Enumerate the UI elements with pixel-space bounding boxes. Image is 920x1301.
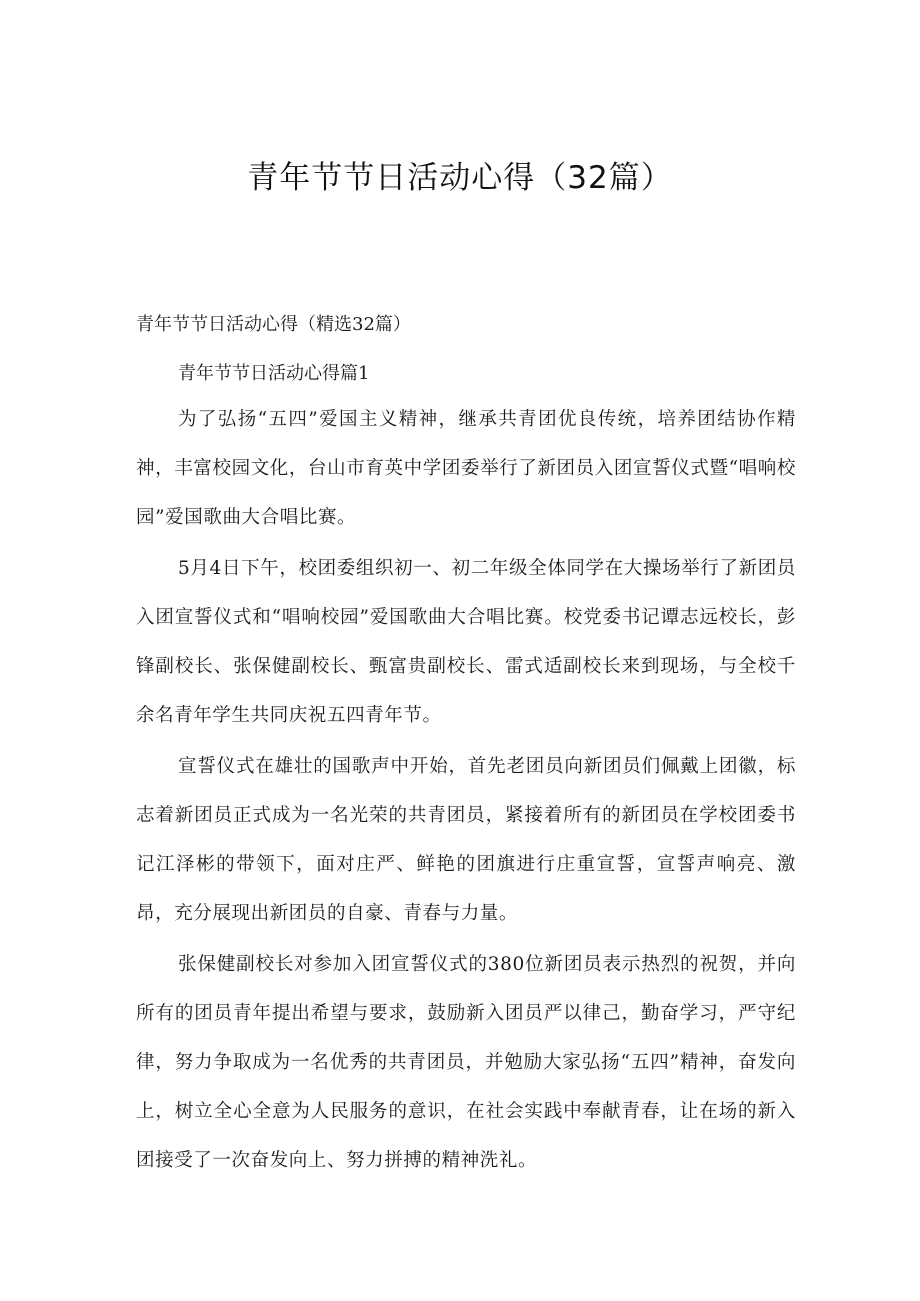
document-title: 青年节节日活动心得（32篇） xyxy=(247,160,673,196)
body-paragraph: 为了弘扬“五四”爱国主义精神，继承共青团优良传统，培养团结协作精神，丰富校园文化，台山市育英中学团委举行了新团员入团宣誓仪式暨“唱响校园”爱国歌曲大合唱比赛。 xyxy=(136,409,796,528)
body-paragraph: 宣誓仪式在雄壮的国歌声中开始，首先老团员向新团员们佩戴上团徽，标志着新团员正式成为一名光荣的共青团员，紧接着所有的新团员在学校团委书记江泽彬的带领下，面对庄严、鲜艳的团旗进行庄重宣誓，宣誓声响亮、激昂，充分展现出新团员的自豪、青春与力量。 xyxy=(136,756,796,924)
body-paragraph: 张保健副校长对参加入团宣誓仪式的380位新团员表示热烈的祝贺，并向所有的团员青年提出希望与要求，鼓励新入团员严以律己，勤奋学习，严守纪律，努力争取成为一名优秀的共青团员，并勉励大家弘扬“五四”精神，奋发向上，树立全心全意为人民服务的意识，在社会实践中奉献青春，让在场的新入团接受了一次奋发向上、努力拼搏的精神洗礼。 xyxy=(136,954,796,1171)
section-title: 青年节节日活动心得篇1 xyxy=(178,363,370,384)
document-body xyxy=(136,395,796,1187)
body-paragraph: 5月4日下午，校团委组织初一、初二年级全体同学在大操场举行了新团员入团宣誓仪式和“唱响校园”爱国歌曲大合唱比赛。校党委书记谭志远校长，彭锋副校长、张保健副校长、甄富贵副校长、雷式适副校长来到现场，与全校千余名青年学生共同庆祝五四青年节。 xyxy=(136,558,796,726)
document-subtitle: 青年节节日活动心得（精选32篇） xyxy=(136,314,411,335)
